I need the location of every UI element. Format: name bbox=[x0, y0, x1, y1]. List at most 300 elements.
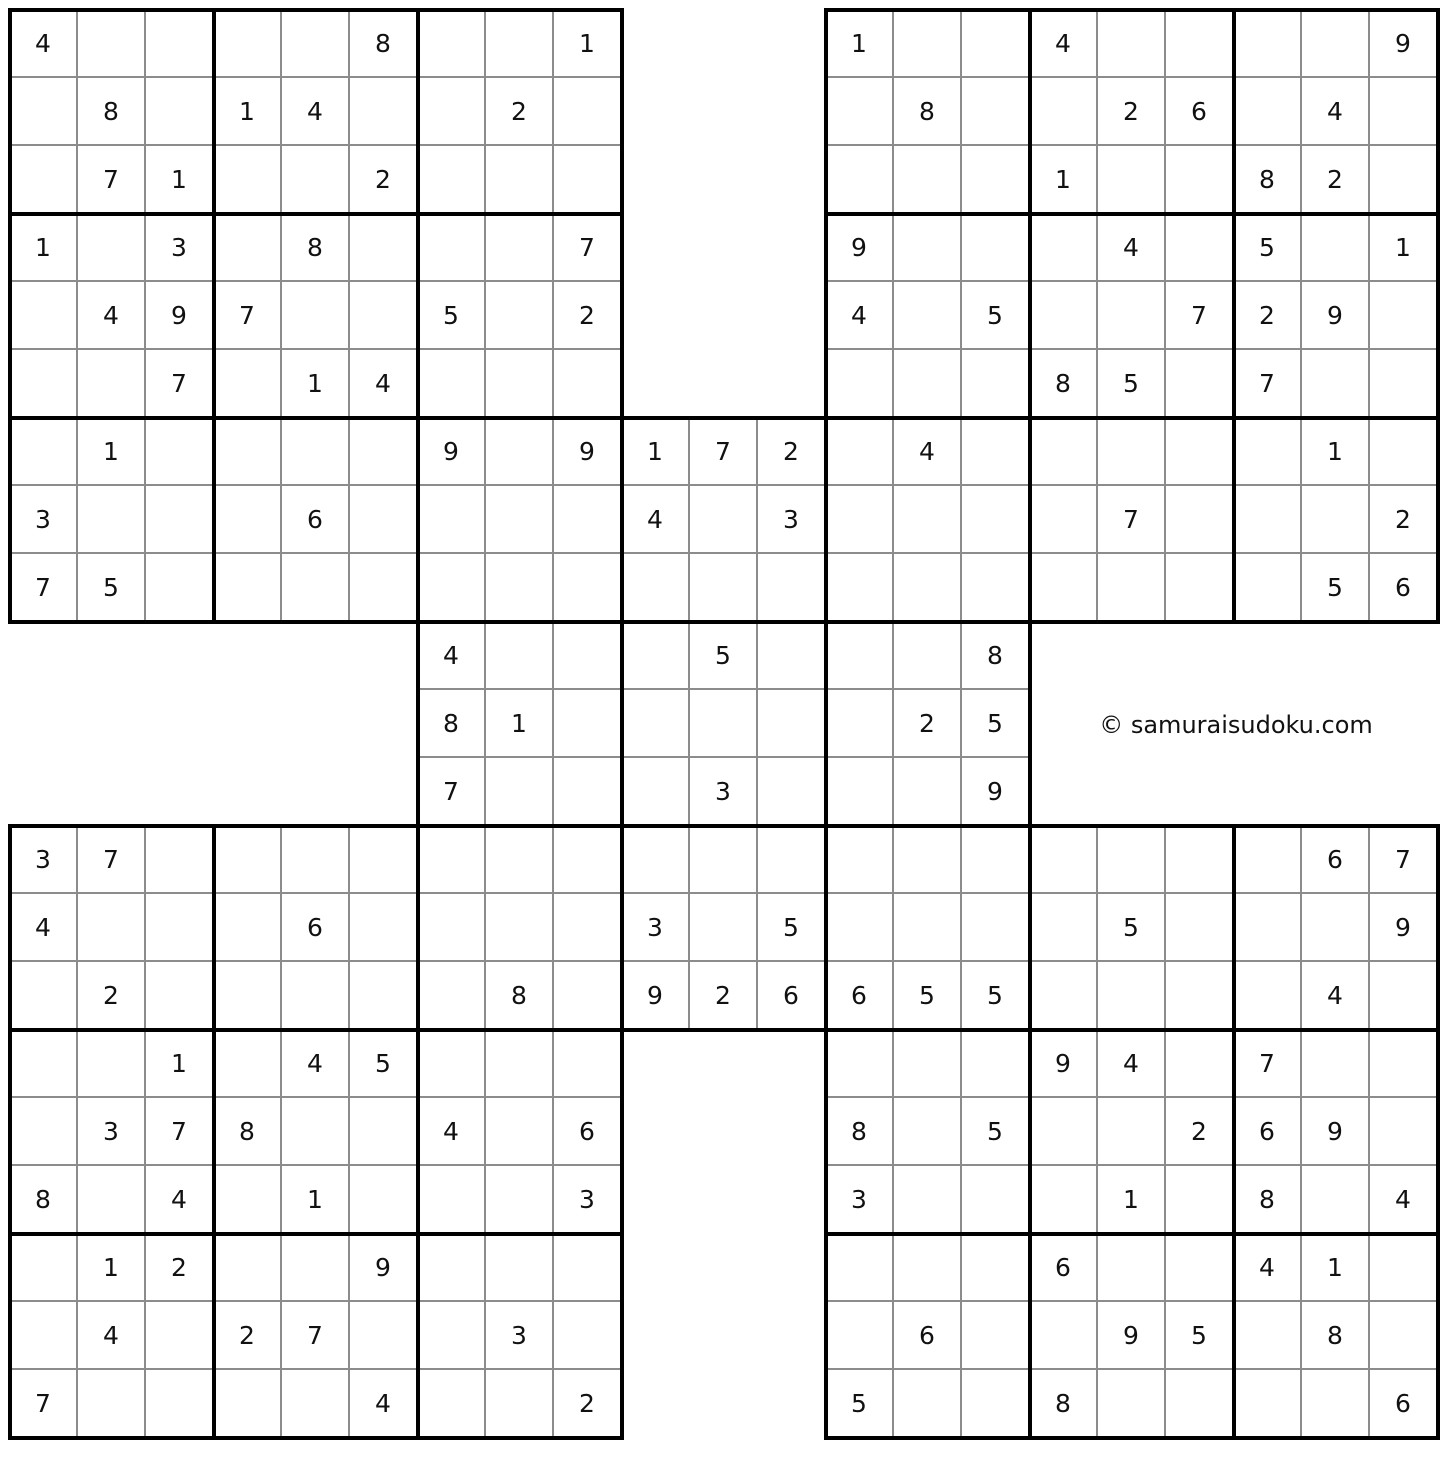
sudoku-cell[interactable] bbox=[894, 214, 962, 282]
sudoku-cell[interactable] bbox=[622, 826, 690, 894]
sudoku-cell[interactable] bbox=[1166, 1234, 1234, 1302]
sudoku-cell[interactable] bbox=[1030, 486, 1098, 554]
sudoku-cell[interactable]: 4 bbox=[282, 78, 350, 146]
sudoku-cell[interactable] bbox=[282, 826, 350, 894]
sudoku-cell[interactable] bbox=[486, 486, 554, 554]
sudoku-cell[interactable] bbox=[826, 758, 894, 826]
sudoku-cell[interactable] bbox=[1234, 418, 1302, 486]
sudoku-cell[interactable] bbox=[894, 622, 962, 690]
sudoku-cell[interactable]: 6 bbox=[1370, 1370, 1438, 1438]
sudoku-cell[interactable]: 9 bbox=[1370, 10, 1438, 78]
sudoku-cell[interactable]: 5 bbox=[350, 1030, 418, 1098]
sudoku-cell[interactable]: 2 bbox=[1302, 146, 1370, 214]
sudoku-cell[interactable] bbox=[418, 10, 486, 78]
sudoku-cell[interactable] bbox=[1166, 554, 1234, 622]
sudoku-cell[interactable]: 1 bbox=[826, 10, 894, 78]
sudoku-cell[interactable] bbox=[554, 486, 622, 554]
sudoku-cell[interactable] bbox=[894, 826, 962, 894]
sudoku-cell[interactable] bbox=[1098, 1234, 1166, 1302]
sudoku-cell[interactable] bbox=[1302, 894, 1370, 962]
sudoku-cell[interactable] bbox=[894, 1234, 962, 1302]
sudoku-cell[interactable]: 2 bbox=[894, 690, 962, 758]
sudoku-cell[interactable]: 1 bbox=[622, 418, 690, 486]
sudoku-cell[interactable] bbox=[554, 1234, 622, 1302]
sudoku-cell[interactable] bbox=[690, 486, 758, 554]
sudoku-cell[interactable] bbox=[1302, 1370, 1370, 1438]
sudoku-cell[interactable] bbox=[554, 690, 622, 758]
sudoku-cell[interactable] bbox=[690, 894, 758, 962]
sudoku-cell[interactable] bbox=[214, 418, 282, 486]
sudoku-cell[interactable] bbox=[146, 78, 214, 146]
sudoku-cell[interactable] bbox=[282, 418, 350, 486]
sudoku-cell[interactable] bbox=[486, 1166, 554, 1234]
sudoku-cell[interactable] bbox=[1370, 962, 1438, 1030]
sudoku-cell[interactable]: 9 bbox=[1302, 1098, 1370, 1166]
sudoku-cell[interactable] bbox=[78, 894, 146, 962]
sudoku-cell[interactable] bbox=[826, 690, 894, 758]
sudoku-cell[interactable] bbox=[418, 894, 486, 962]
sudoku-cell[interactable] bbox=[1098, 1370, 1166, 1438]
sudoku-cell[interactable]: 4 bbox=[78, 1302, 146, 1370]
sudoku-cell[interactable] bbox=[962, 350, 1030, 418]
sudoku-cell[interactable] bbox=[622, 690, 690, 758]
sudoku-cell[interactable] bbox=[1370, 282, 1438, 350]
sudoku-cell[interactable]: 1 bbox=[282, 350, 350, 418]
sudoku-cell[interactable]: 4 bbox=[1234, 1234, 1302, 1302]
sudoku-cell[interactable] bbox=[962, 78, 1030, 146]
sudoku-cell[interactable] bbox=[214, 962, 282, 1030]
sudoku-cell[interactable]: 7 bbox=[78, 146, 146, 214]
sudoku-cell[interactable]: 6 bbox=[282, 486, 350, 554]
sudoku-cell[interactable] bbox=[486, 826, 554, 894]
sudoku-cell[interactable]: 4 bbox=[1098, 214, 1166, 282]
sudoku-cell[interactable] bbox=[826, 1030, 894, 1098]
sudoku-cell[interactable]: 5 bbox=[418, 282, 486, 350]
sudoku-cell[interactable] bbox=[418, 350, 486, 418]
sudoku-cell[interactable]: 1 bbox=[282, 1166, 350, 1234]
sudoku-cell[interactable] bbox=[486, 1030, 554, 1098]
sudoku-cell[interactable]: 1 bbox=[214, 78, 282, 146]
sudoku-cell[interactable] bbox=[10, 418, 78, 486]
sudoku-cell[interactable] bbox=[894, 1098, 962, 1166]
sudoku-cell[interactable] bbox=[1234, 826, 1302, 894]
sudoku-cell[interactable]: 1 bbox=[554, 10, 622, 78]
sudoku-cell[interactable] bbox=[1166, 894, 1234, 962]
sudoku-cell[interactable] bbox=[1166, 146, 1234, 214]
sudoku-cell[interactable]: 7 bbox=[1098, 486, 1166, 554]
sudoku-cell[interactable]: 4 bbox=[10, 10, 78, 78]
sudoku-cell[interactable] bbox=[214, 894, 282, 962]
sudoku-cell[interactable]: 1 bbox=[1302, 418, 1370, 486]
sudoku-cell[interactable] bbox=[1098, 554, 1166, 622]
sudoku-cell[interactable] bbox=[214, 826, 282, 894]
sudoku-cell[interactable]: 5 bbox=[826, 1370, 894, 1438]
sudoku-cell[interactable] bbox=[690, 690, 758, 758]
sudoku-cell[interactable] bbox=[554, 894, 622, 962]
sudoku-cell[interactable]: 6 bbox=[1234, 1098, 1302, 1166]
sudoku-cell[interactable]: 7 bbox=[214, 282, 282, 350]
sudoku-cell[interactable] bbox=[554, 554, 622, 622]
sudoku-cell[interactable] bbox=[1370, 78, 1438, 146]
sudoku-cell[interactable]: 7 bbox=[282, 1302, 350, 1370]
sudoku-cell[interactable]: 4 bbox=[622, 486, 690, 554]
sudoku-cell[interactable] bbox=[1302, 10, 1370, 78]
sudoku-cell[interactable] bbox=[1030, 1302, 1098, 1370]
sudoku-cell[interactable] bbox=[622, 622, 690, 690]
sudoku-cell[interactable] bbox=[214, 146, 282, 214]
sudoku-cell[interactable] bbox=[10, 1030, 78, 1098]
sudoku-cell[interactable]: 4 bbox=[282, 1030, 350, 1098]
sudoku-cell[interactable] bbox=[1166, 1166, 1234, 1234]
sudoku-cell[interactable]: 5 bbox=[1098, 894, 1166, 962]
sudoku-cell[interactable]: 9 bbox=[350, 1234, 418, 1302]
sudoku-cell[interactable]: 5 bbox=[78, 554, 146, 622]
sudoku-cell[interactable] bbox=[282, 962, 350, 1030]
sudoku-cell[interactable] bbox=[418, 1234, 486, 1302]
sudoku-cell[interactable]: 5 bbox=[962, 282, 1030, 350]
sudoku-cell[interactable]: 6 bbox=[1370, 554, 1438, 622]
sudoku-cell[interactable]: 6 bbox=[1030, 1234, 1098, 1302]
sudoku-cell[interactable]: 7 bbox=[554, 214, 622, 282]
sudoku-cell[interactable]: 3 bbox=[146, 214, 214, 282]
sudoku-cell[interactable] bbox=[146, 826, 214, 894]
sudoku-cell[interactable] bbox=[78, 214, 146, 282]
sudoku-cell[interactable] bbox=[1370, 1234, 1438, 1302]
sudoku-cell[interactable]: 2 bbox=[1098, 78, 1166, 146]
sudoku-cell[interactable] bbox=[1302, 1166, 1370, 1234]
sudoku-cell[interactable] bbox=[554, 962, 622, 1030]
sudoku-cell[interactable]: 4 bbox=[418, 1098, 486, 1166]
sudoku-cell[interactable] bbox=[1030, 282, 1098, 350]
sudoku-cell[interactable] bbox=[146, 418, 214, 486]
sudoku-cell[interactable]: 1 bbox=[146, 1030, 214, 1098]
sudoku-cell[interactable]: 6 bbox=[554, 1098, 622, 1166]
sudoku-cell[interactable] bbox=[486, 282, 554, 350]
sudoku-cell[interactable] bbox=[1166, 486, 1234, 554]
sudoku-cell[interactable] bbox=[1370, 350, 1438, 418]
sudoku-cell[interactable] bbox=[1370, 1098, 1438, 1166]
sudoku-cell[interactable] bbox=[418, 1166, 486, 1234]
sudoku-cell[interactable] bbox=[418, 78, 486, 146]
sudoku-cell[interactable] bbox=[214, 10, 282, 78]
sudoku-cell[interactable] bbox=[554, 78, 622, 146]
sudoku-cell[interactable]: 4 bbox=[1030, 10, 1098, 78]
sudoku-cell[interactable] bbox=[486, 1098, 554, 1166]
sudoku-cell[interactable] bbox=[78, 1166, 146, 1234]
sudoku-cell[interactable] bbox=[1030, 214, 1098, 282]
sudoku-cell[interactable] bbox=[554, 146, 622, 214]
sudoku-cell[interactable]: 1 bbox=[78, 418, 146, 486]
sudoku-cell[interactable]: 5 bbox=[894, 962, 962, 1030]
sudoku-cell[interactable] bbox=[350, 214, 418, 282]
sudoku-cell[interactable] bbox=[282, 1098, 350, 1166]
sudoku-cell[interactable] bbox=[1030, 78, 1098, 146]
sudoku-cell[interactable] bbox=[1030, 554, 1098, 622]
sudoku-cell[interactable]: 2 bbox=[758, 418, 826, 486]
sudoku-cell[interactable] bbox=[486, 214, 554, 282]
sudoku-cell[interactable] bbox=[350, 282, 418, 350]
sudoku-cell[interactable] bbox=[418, 1030, 486, 1098]
sudoku-cell[interactable] bbox=[690, 826, 758, 894]
sudoku-cell[interactable]: 5 bbox=[1234, 214, 1302, 282]
sudoku-cell[interactable] bbox=[10, 146, 78, 214]
sudoku-cell[interactable] bbox=[146, 962, 214, 1030]
sudoku-cell[interactable]: 1 bbox=[1302, 1234, 1370, 1302]
sudoku-cell[interactable] bbox=[214, 214, 282, 282]
sudoku-cell[interactable] bbox=[962, 214, 1030, 282]
sudoku-cell[interactable] bbox=[554, 826, 622, 894]
sudoku-cell[interactable]: 9 bbox=[1302, 282, 1370, 350]
sudoku-cell[interactable] bbox=[758, 758, 826, 826]
sudoku-cell[interactable]: 2 bbox=[1370, 486, 1438, 554]
sudoku-cell[interactable] bbox=[1166, 350, 1234, 418]
sudoku-cell[interactable] bbox=[146, 1302, 214, 1370]
sudoku-cell[interactable] bbox=[486, 758, 554, 826]
sudoku-cell[interactable]: 9 bbox=[146, 282, 214, 350]
sudoku-cell[interactable] bbox=[894, 758, 962, 826]
sudoku-cell[interactable] bbox=[214, 350, 282, 418]
sudoku-cell[interactable]: 3 bbox=[486, 1302, 554, 1370]
sudoku-cell[interactable] bbox=[554, 1030, 622, 1098]
sudoku-cell[interactable]: 4 bbox=[1370, 1166, 1438, 1234]
sudoku-cell[interactable]: 9 bbox=[1030, 1030, 1098, 1098]
sudoku-cell[interactable] bbox=[1098, 10, 1166, 78]
sudoku-cell[interactable] bbox=[350, 1098, 418, 1166]
sudoku-cell[interactable] bbox=[486, 1370, 554, 1438]
sudoku-cell[interactable] bbox=[282, 1234, 350, 1302]
sudoku-cell[interactable]: 3 bbox=[78, 1098, 146, 1166]
sudoku-cell[interactable] bbox=[554, 350, 622, 418]
sudoku-cell[interactable] bbox=[1234, 1302, 1302, 1370]
sudoku-cell[interactable] bbox=[1030, 962, 1098, 1030]
sudoku-cell[interactable] bbox=[894, 1166, 962, 1234]
sudoku-cell[interactable]: 7 bbox=[146, 1098, 214, 1166]
sudoku-cell[interactable] bbox=[758, 554, 826, 622]
sudoku-cell[interactable] bbox=[962, 1302, 1030, 1370]
sudoku-cell[interactable] bbox=[1166, 826, 1234, 894]
sudoku-cell[interactable] bbox=[78, 10, 146, 78]
sudoku-cell[interactable]: 2 bbox=[554, 1370, 622, 1438]
sudoku-cell[interactable]: 9 bbox=[962, 758, 1030, 826]
sudoku-cell[interactable]: 6 bbox=[894, 1302, 962, 1370]
sudoku-cell[interactable]: 5 bbox=[962, 1098, 1030, 1166]
sudoku-cell[interactable] bbox=[10, 1302, 78, 1370]
sudoku-cell[interactable]: 1 bbox=[78, 1234, 146, 1302]
sudoku-cell[interactable] bbox=[282, 10, 350, 78]
sudoku-cell[interactable] bbox=[282, 554, 350, 622]
sudoku-cell[interactable] bbox=[962, 486, 1030, 554]
sudoku-cell[interactable]: 5 bbox=[1098, 350, 1166, 418]
sudoku-cell[interactable] bbox=[962, 10, 1030, 78]
sudoku-cell[interactable] bbox=[418, 1302, 486, 1370]
sudoku-cell[interactable] bbox=[826, 826, 894, 894]
sudoku-cell[interactable]: 9 bbox=[826, 214, 894, 282]
sudoku-cell[interactable] bbox=[1302, 1030, 1370, 1098]
sudoku-cell[interactable] bbox=[10, 78, 78, 146]
sudoku-cell[interactable]: 7 bbox=[78, 826, 146, 894]
sudoku-cell[interactable]: 9 bbox=[1370, 894, 1438, 962]
sudoku-cell[interactable]: 8 bbox=[1302, 1302, 1370, 1370]
sudoku-cell[interactable] bbox=[1370, 146, 1438, 214]
sudoku-cell[interactable]: 8 bbox=[1234, 146, 1302, 214]
sudoku-cell[interactable] bbox=[894, 554, 962, 622]
sudoku-cell[interactable]: 8 bbox=[1030, 350, 1098, 418]
sudoku-cell[interactable]: 1 bbox=[10, 214, 78, 282]
sudoku-cell[interactable] bbox=[78, 486, 146, 554]
sudoku-cell[interactable]: 8 bbox=[486, 962, 554, 1030]
sudoku-cell[interactable]: 6 bbox=[826, 962, 894, 1030]
sudoku-cell[interactable]: 2 bbox=[486, 78, 554, 146]
sudoku-cell[interactable] bbox=[1166, 1370, 1234, 1438]
sudoku-cell[interactable] bbox=[1166, 214, 1234, 282]
sudoku-cell[interactable] bbox=[962, 146, 1030, 214]
sudoku-cell[interactable] bbox=[758, 690, 826, 758]
sudoku-cell[interactable] bbox=[486, 554, 554, 622]
sudoku-cell[interactable] bbox=[894, 1370, 962, 1438]
sudoku-cell[interactable] bbox=[554, 622, 622, 690]
sudoku-cell[interactable] bbox=[1030, 826, 1098, 894]
sudoku-cell[interactable] bbox=[962, 826, 1030, 894]
sudoku-cell[interactable] bbox=[486, 1234, 554, 1302]
sudoku-cell[interactable]: 7 bbox=[10, 1370, 78, 1438]
sudoku-cell[interactable] bbox=[1234, 486, 1302, 554]
sudoku-cell[interactable]: 8 bbox=[894, 78, 962, 146]
sudoku-cell[interactable] bbox=[826, 1234, 894, 1302]
sudoku-cell[interactable]: 9 bbox=[622, 962, 690, 1030]
sudoku-cell[interactable] bbox=[894, 486, 962, 554]
sudoku-cell[interactable]: 3 bbox=[622, 894, 690, 962]
sudoku-cell[interactable]: 4 bbox=[78, 282, 146, 350]
sudoku-cell[interactable] bbox=[758, 622, 826, 690]
sudoku-cell[interactable]: 4 bbox=[826, 282, 894, 350]
sudoku-cell[interactable] bbox=[1302, 214, 1370, 282]
sudoku-cell[interactable]: 7 bbox=[1370, 826, 1438, 894]
sudoku-cell[interactable] bbox=[1030, 1166, 1098, 1234]
sudoku-cell[interactable] bbox=[894, 350, 962, 418]
sudoku-cell[interactable] bbox=[146, 10, 214, 78]
sudoku-cell[interactable] bbox=[350, 962, 418, 1030]
sudoku-cell[interactable] bbox=[282, 146, 350, 214]
sudoku-cell[interactable] bbox=[554, 1302, 622, 1370]
sudoku-cell[interactable] bbox=[1234, 554, 1302, 622]
sudoku-cell[interactable]: 4 bbox=[350, 1370, 418, 1438]
sudoku-cell[interactable]: 8 bbox=[826, 1098, 894, 1166]
sudoku-cell[interactable]: 7 bbox=[10, 554, 78, 622]
sudoku-cell[interactable]: 2 bbox=[554, 282, 622, 350]
sudoku-cell[interactable]: 5 bbox=[758, 894, 826, 962]
sudoku-cell[interactable]: 3 bbox=[690, 758, 758, 826]
sudoku-cell[interactable]: 1 bbox=[1030, 146, 1098, 214]
sudoku-cell[interactable]: 4 bbox=[894, 418, 962, 486]
sudoku-cell[interactable] bbox=[214, 554, 282, 622]
sudoku-cell[interactable] bbox=[486, 350, 554, 418]
sudoku-cell[interactable] bbox=[826, 350, 894, 418]
sudoku-cell[interactable] bbox=[826, 622, 894, 690]
sudoku-cell[interactable] bbox=[350, 826, 418, 894]
sudoku-cell[interactable] bbox=[894, 146, 962, 214]
sudoku-cell[interactable] bbox=[1370, 1302, 1438, 1370]
sudoku-cell[interactable] bbox=[350, 486, 418, 554]
sudoku-cell[interactable] bbox=[418, 962, 486, 1030]
sudoku-cell[interactable] bbox=[10, 962, 78, 1030]
sudoku-cell[interactable] bbox=[826, 146, 894, 214]
sudoku-cell[interactable] bbox=[826, 78, 894, 146]
sudoku-cell[interactable]: 5 bbox=[962, 690, 1030, 758]
sudoku-cell[interactable] bbox=[1234, 962, 1302, 1030]
sudoku-cell[interactable]: 4 bbox=[1302, 78, 1370, 146]
sudoku-cell[interactable]: 4 bbox=[146, 1166, 214, 1234]
sudoku-cell[interactable]: 1 bbox=[1098, 1166, 1166, 1234]
sudoku-cell[interactable] bbox=[826, 486, 894, 554]
sudoku-cell[interactable]: 9 bbox=[418, 418, 486, 486]
sudoku-cell[interactable] bbox=[418, 214, 486, 282]
sudoku-cell[interactable]: 8 bbox=[78, 78, 146, 146]
sudoku-cell[interactable]: 4 bbox=[350, 350, 418, 418]
sudoku-cell[interactable] bbox=[826, 554, 894, 622]
sudoku-cell[interactable] bbox=[350, 1166, 418, 1234]
sudoku-cell[interactable] bbox=[418, 146, 486, 214]
sudoku-cell[interactable]: 8 bbox=[350, 10, 418, 78]
sudoku-cell[interactable] bbox=[826, 418, 894, 486]
sudoku-cell[interactable] bbox=[1166, 10, 1234, 78]
sudoku-cell[interactable]: 7 bbox=[146, 350, 214, 418]
sudoku-cell[interactable] bbox=[1098, 146, 1166, 214]
sudoku-cell[interactable] bbox=[622, 758, 690, 826]
sudoku-cell[interactable] bbox=[1166, 1030, 1234, 1098]
sudoku-cell[interactable] bbox=[78, 1030, 146, 1098]
sudoku-cell[interactable] bbox=[1030, 894, 1098, 962]
sudoku-cell[interactable] bbox=[962, 1234, 1030, 1302]
sudoku-cell[interactable]: 1 bbox=[1370, 214, 1438, 282]
sudoku-cell[interactable]: 9 bbox=[1098, 1302, 1166, 1370]
sudoku-cell[interactable] bbox=[622, 554, 690, 622]
sudoku-cell[interactable]: 6 bbox=[1166, 78, 1234, 146]
sudoku-cell[interactable]: 5 bbox=[1302, 554, 1370, 622]
sudoku-cell[interactable] bbox=[350, 894, 418, 962]
sudoku-cell[interactable] bbox=[894, 894, 962, 962]
sudoku-cell[interactable]: 8 bbox=[214, 1098, 282, 1166]
sudoku-cell[interactable]: 9 bbox=[554, 418, 622, 486]
sudoku-cell[interactable] bbox=[214, 1030, 282, 1098]
sudoku-cell[interactable]: 6 bbox=[758, 962, 826, 1030]
sudoku-cell[interactable] bbox=[486, 418, 554, 486]
sudoku-cell[interactable] bbox=[1234, 10, 1302, 78]
sudoku-cell[interactable] bbox=[1166, 418, 1234, 486]
sudoku-cell[interactable]: 4 bbox=[10, 894, 78, 962]
sudoku-cell[interactable]: 4 bbox=[1098, 1030, 1166, 1098]
sudoku-cell[interactable] bbox=[350, 1302, 418, 1370]
sudoku-cell[interactable] bbox=[214, 1166, 282, 1234]
sudoku-cell[interactable] bbox=[962, 418, 1030, 486]
sudoku-cell[interactable] bbox=[78, 1370, 146, 1438]
sudoku-cell[interactable]: 7 bbox=[1234, 350, 1302, 418]
sudoku-cell[interactable] bbox=[1098, 826, 1166, 894]
sudoku-cell[interactable] bbox=[10, 282, 78, 350]
sudoku-cell[interactable]: 2 bbox=[1166, 1098, 1234, 1166]
sudoku-cell[interactable] bbox=[962, 1370, 1030, 1438]
sudoku-cell[interactable] bbox=[962, 1166, 1030, 1234]
sudoku-cell[interactable]: 2 bbox=[690, 962, 758, 1030]
sudoku-cell[interactable] bbox=[1030, 1098, 1098, 1166]
sudoku-cell[interactable]: 3 bbox=[826, 1166, 894, 1234]
sudoku-cell[interactable] bbox=[758, 826, 826, 894]
sudoku-cell[interactable]: 2 bbox=[146, 1234, 214, 1302]
sudoku-cell[interactable] bbox=[146, 554, 214, 622]
sudoku-cell[interactable] bbox=[146, 894, 214, 962]
sudoku-cell[interactable] bbox=[418, 486, 486, 554]
sudoku-cell[interactable] bbox=[418, 826, 486, 894]
sudoku-cell[interactable] bbox=[1234, 78, 1302, 146]
